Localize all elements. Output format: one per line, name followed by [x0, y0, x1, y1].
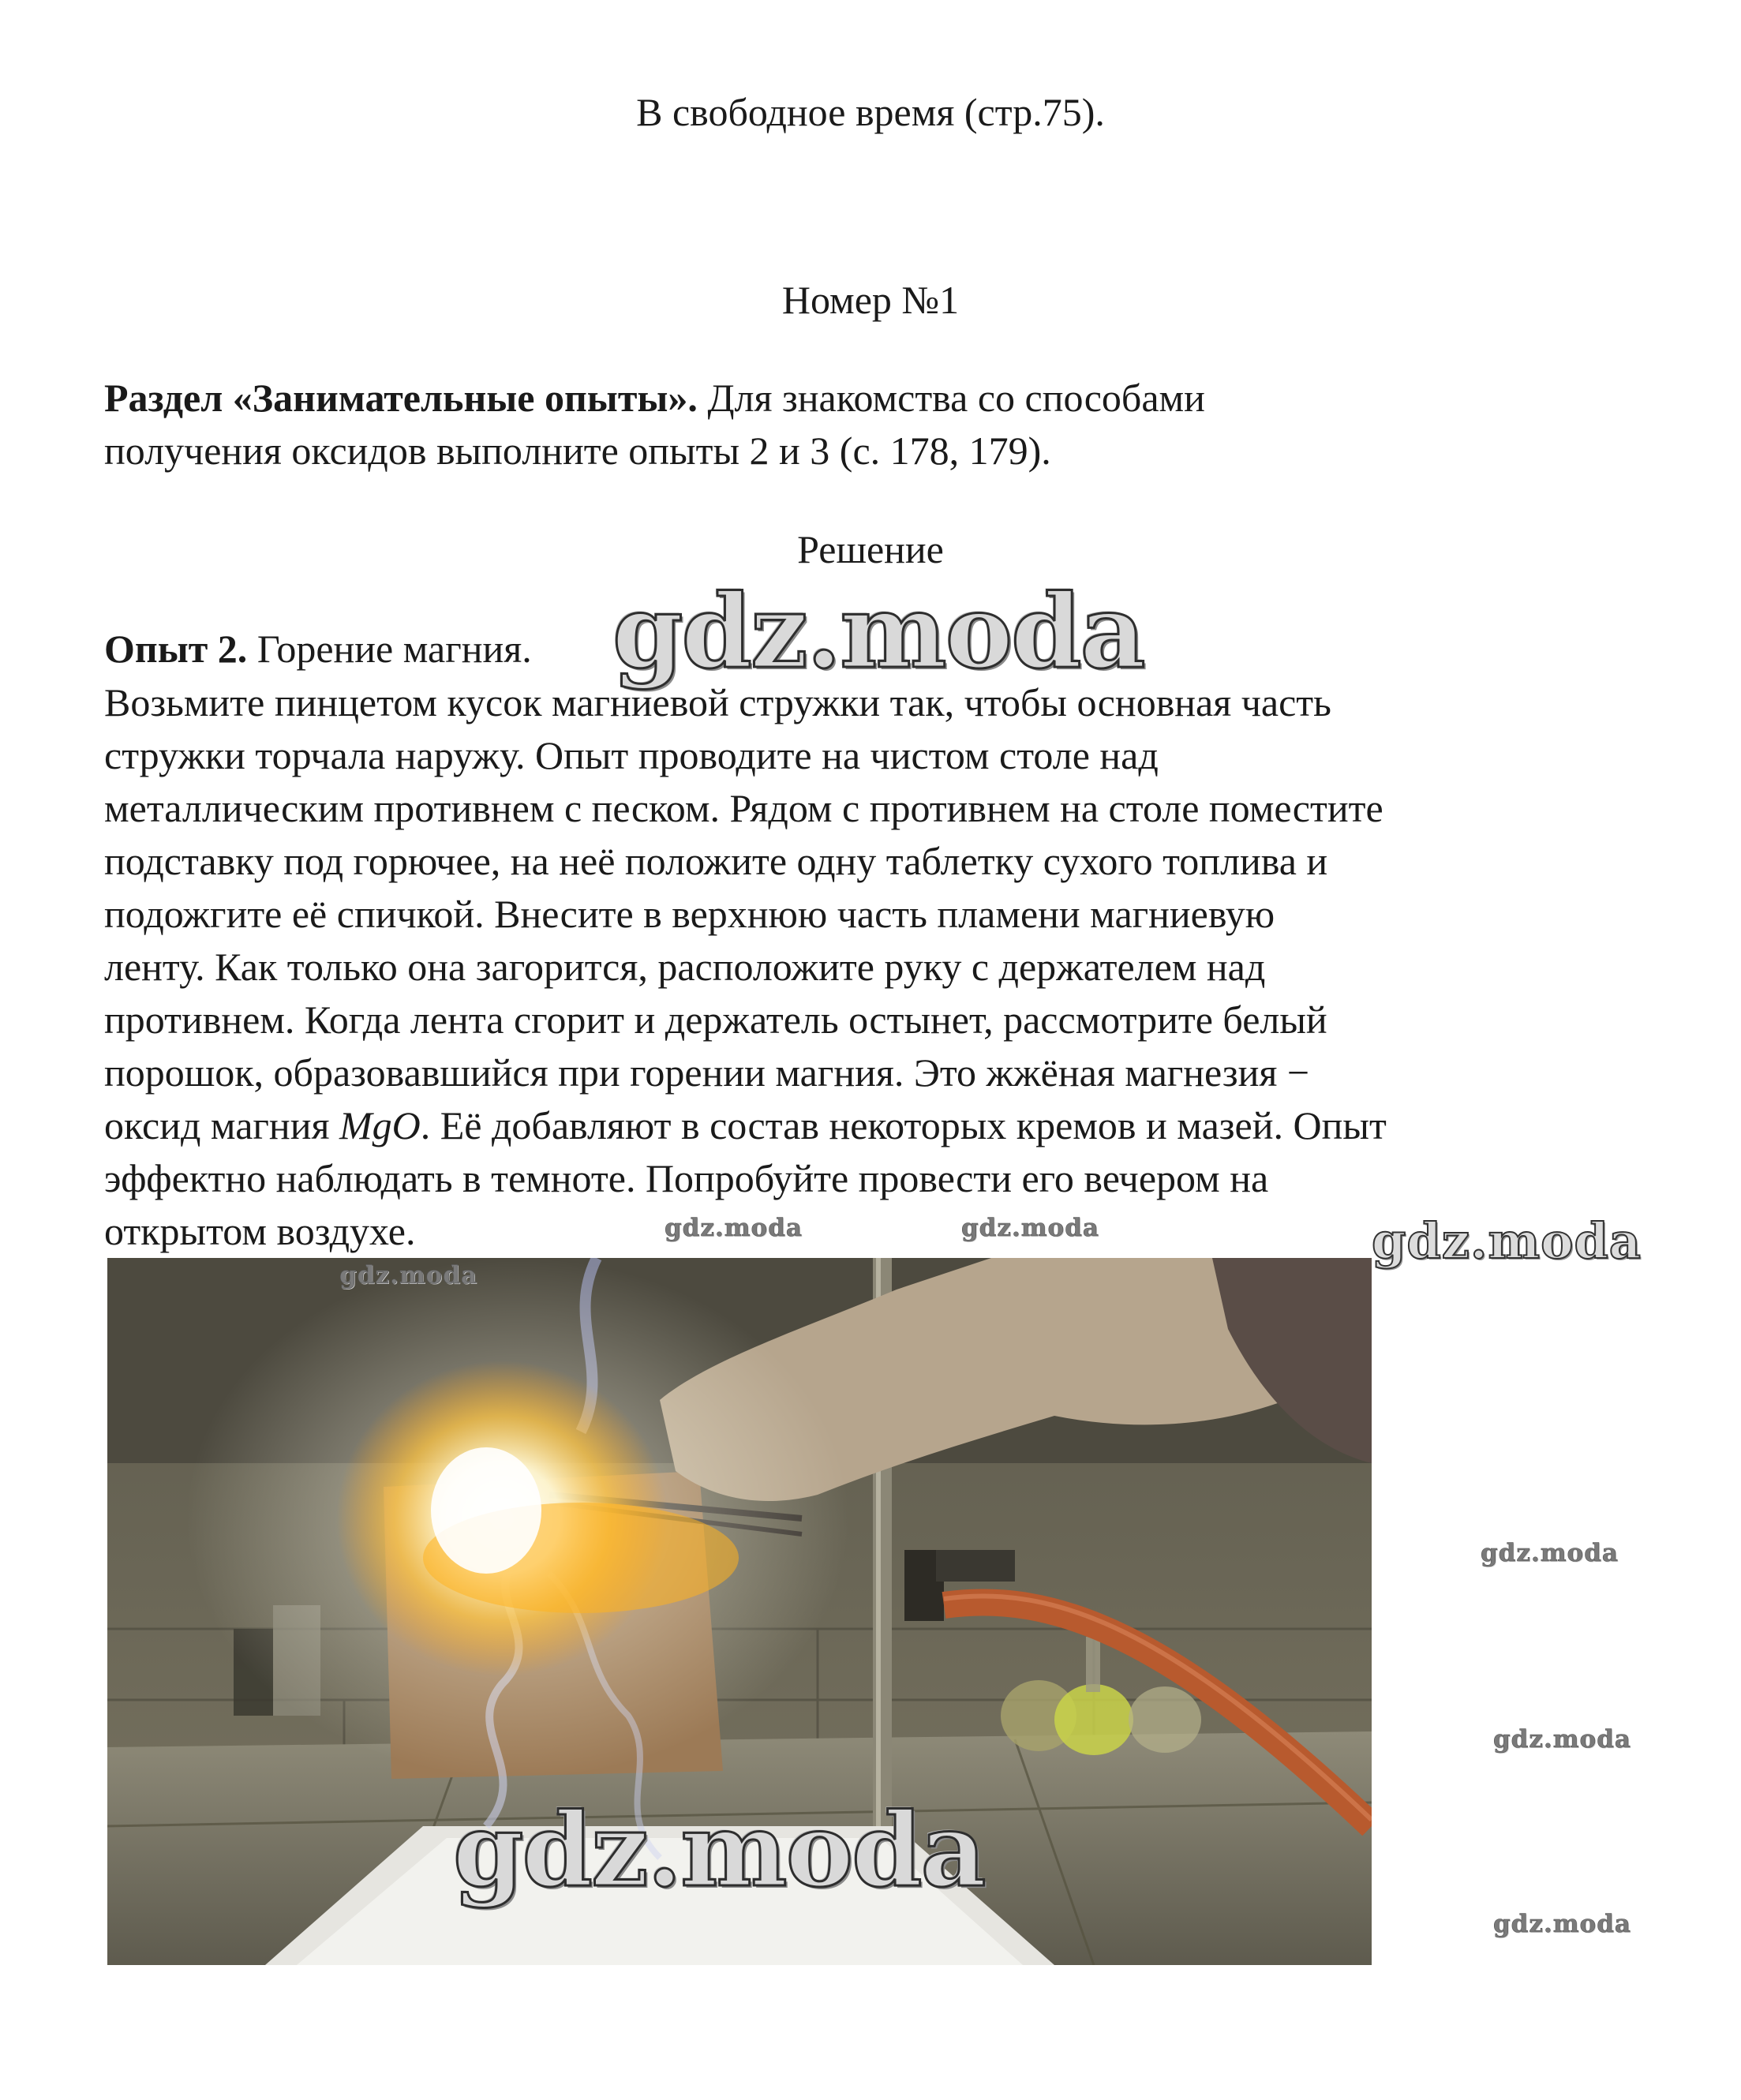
watermark-logo: gdz.moda	[1372, 1212, 1642, 1270]
solution-line: порошок, образовавшийся при горении магния. Это жжёная магнезия −	[104, 1050, 1310, 1095]
watermark-logo: gdz.moda	[453, 1791, 985, 1910]
solution-line: подставку под горючее, на неё положите одну таблетку сухого топлива и	[104, 839, 1328, 883]
task-number: Номер №1	[781, 278, 960, 322]
solution-line: ленту. Как только она загорится, расположите руку с держателем над	[104, 945, 1266, 989]
watermark-logo: gdz.moda	[612, 573, 1144, 691]
page-title: В свободное время (стр.75).	[636, 90, 1105, 134]
watermark-logo: gdz.moda	[339, 1261, 477, 1290]
formula-prefix: оксид магния	[104, 1103, 339, 1147]
solution-line: эффектно наблюдать в темноте. Попробуйте провести его вечером на	[104, 1156, 1269, 1200]
solution-line-formula	[104, 1099, 1387, 1152]
solution-heading: Решение	[797, 527, 944, 571]
chemical-formula: MgO	[339, 1103, 421, 1147]
task-text-line-1	[104, 371, 1205, 425]
watermark-logo: gdz.moda	[1493, 1910, 1631, 1938]
experiment-heading	[104, 622, 532, 676]
section-title: Раздел «Занимательные опыты».	[104, 376, 698, 420]
watermark-logo: gdz.moda	[665, 1214, 803, 1242]
task-text-line-2: получения оксидов выполните опыты 2 и 3 (с. 178, 179).	[104, 429, 1051, 473]
watermark-logo: gdz.moda	[1493, 1725, 1631, 1754]
watermark-logo: gdz.moda	[961, 1214, 1099, 1242]
solution-line: стружки торчала наружу. Опыт проводите на чистом столе над	[104, 733, 1159, 777]
solution-line: противнем. Когда лента сгорит и держатель остынет, рассмотрите белый	[104, 998, 1327, 1042]
task-text-rest: Для знакомства со способами	[697, 376, 1205, 420]
watermark-logo: gdz.moda	[1481, 1539, 1619, 1567]
solution-line: Возьмите пинцетом кусок магниевой стружки так, чтобы основная часть	[104, 680, 1331, 724]
solution-line: открытом воздухе.	[104, 1209, 416, 1253]
experiment-label: Опыт 2.	[104, 627, 248, 671]
solution-line: подожгите её спичкой. Внесите в верхнюю часть пламени магниевую	[104, 892, 1275, 936]
experiment-title: Горение магния.	[247, 627, 532, 671]
formula-suffix: . Её добавляют в состав некоторых кремов и мазей. Опыт	[420, 1103, 1387, 1147]
solution-line: металлическим противнем с песком. Рядом с противнем на столе поместите	[104, 786, 1383, 830]
